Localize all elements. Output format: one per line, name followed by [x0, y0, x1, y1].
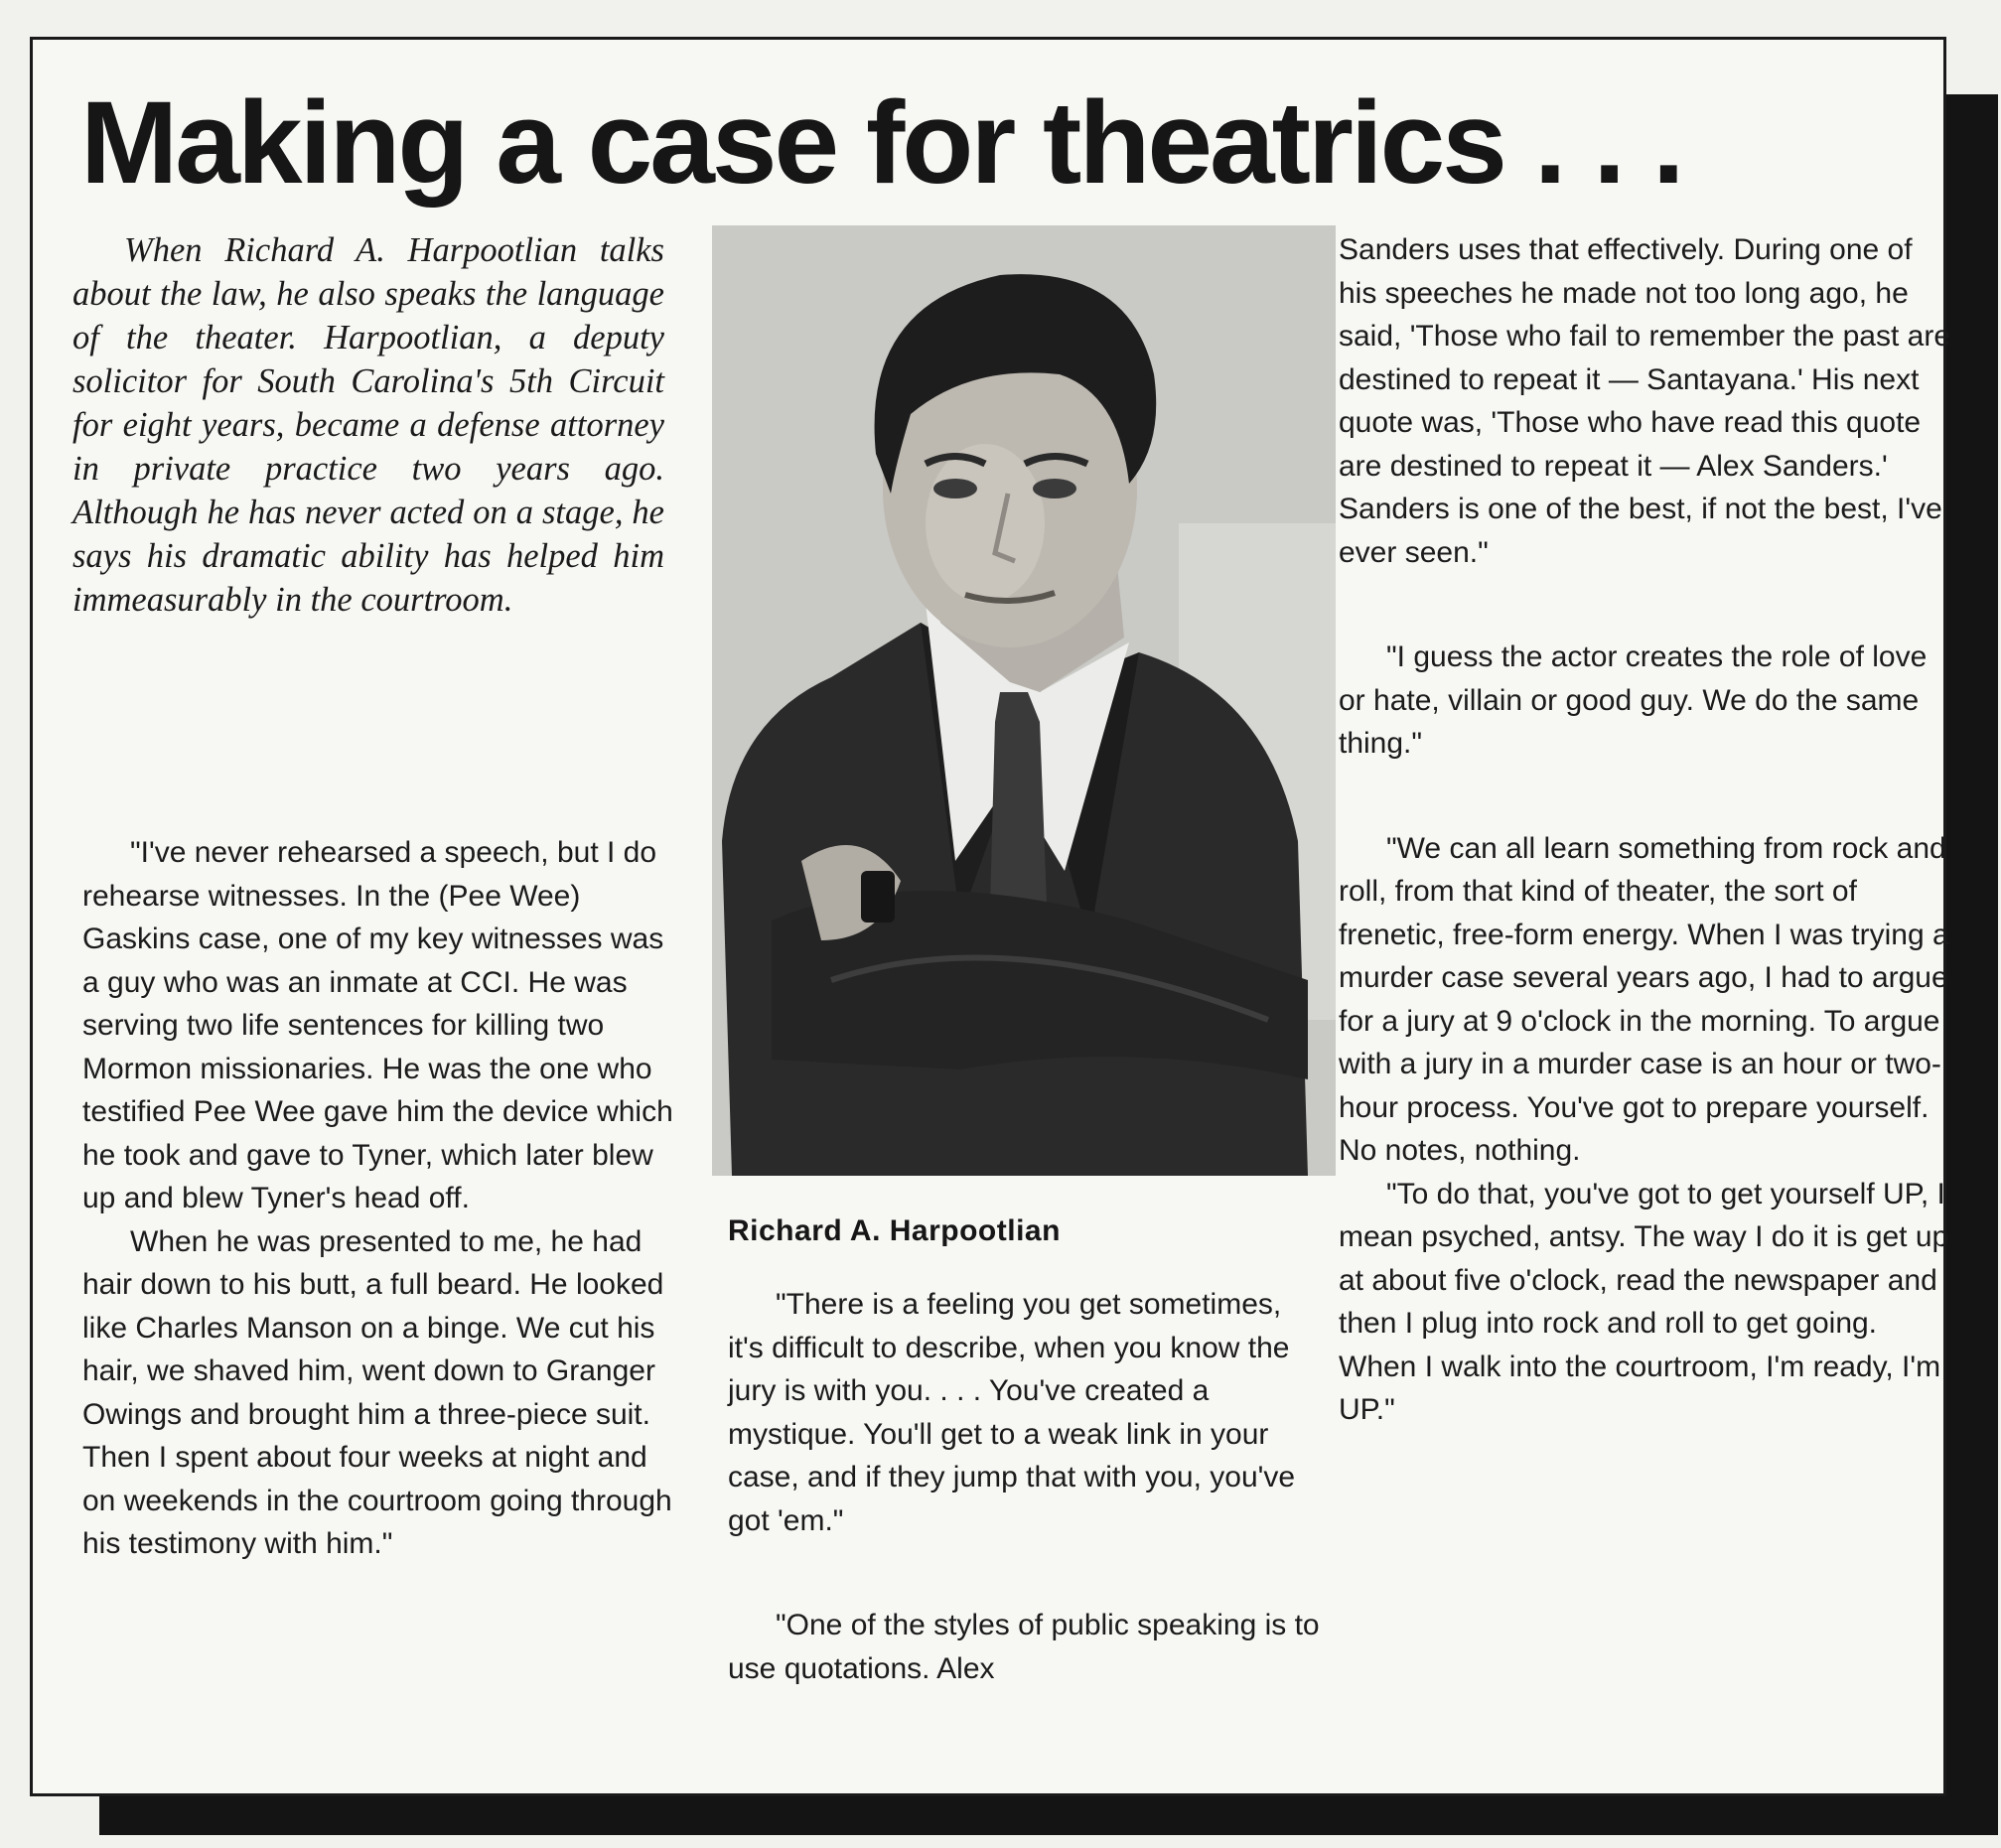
column-1	[82, 831, 678, 1566]
paragraph: "One of the styles of public speaking is to use quotations. Alex	[728, 1609, 1320, 1685]
paragraph: "We can all learn something from rock and roll, from that kind of theater, the sort of frenetic, free-form energy. When I was trying a murder case several years ago, I had to argue for a jury at 9 o'clock in the morning. To argue with a jury in a murder case is an hour or two-hour process. You've got to prepare yourself. No notes, nothing.	[1339, 831, 1949, 1167]
paragraph: "There is a feeling you get sometimes, it's difficult to describe, when you know the jury is with you. . . . You've created a mystique. You'll get to a weak link in your case, and if they jump that with you, you've got 'em."	[728, 1288, 1296, 1537]
paragraph: "I guess the actor creates the role of love or hate, villain or good guy. We do the same thing."	[1339, 640, 1928, 760]
headline: Making a case for theatrics . . .	[80, 77, 1682, 209]
photo-caption: Richard A. Harpootlian	[728, 1214, 1061, 1247]
paragraph: "To do that, you've got to get yourself UP, I mean psyched, antsy. The way I do it is get up at about five o'clock, read the newspaper and then I plug into rock and roll to get going. When I walk into the courtroom, I'm ready, I'm UP."	[1339, 1177, 1949, 1426]
paragraph: "I've never rehearsed a speech, but I do rehearse witnesses. In the (Pee Wee) Gaskins case, one of my key witnesses was a guy who was an inmate at CCI. He was serving two life sentences for killing two Mormon missionaries. He was the one who testified Pee Wee gave him the device which he took and gave to Tyner, which later blew up and blew Tyner's head off.	[82, 836, 673, 1214]
column-2	[728, 1283, 1324, 1690]
paragraph: When he was presented to me, he had hair down to his butt, a full beard. He looked like Charles Manson on a binge. We cut his hair, we shaved him, went down to Granger Owings and brought him a three-piece suit. Then I spent about four weeks at night and on weekends in the courtroom going through his testimony with him."	[82, 1224, 672, 1560]
intro-paragraph: When Richard A. Harpootlian talks about the law, he also speaks the language of the theater. Harpootlian, a deputy solicitor for South Carolina's 5th Circuit for eight years, became a defense attorney in private practice two years ago. Although he has never acted on a stage, he says his dramatic ability has helped him immeasurably in the courtroom.	[72, 231, 664, 619]
paragraph: Sanders uses that effectively. During one of his speeches he made not too long ago, he said, 'Those who fail to remember the past are destined to repeat it — Santayana.' His next quote was, 'Those who have read this quote are destined to repeat it — Alex Sanders.' Sanders is one of the best, if not the best, I've ever seen."	[1339, 233, 1951, 569]
article-box	[30, 37, 1951, 1796]
column-3	[1339, 228, 1954, 1432]
portrait-photo	[712, 225, 1336, 1176]
portrait-image	[712, 225, 1336, 1176]
